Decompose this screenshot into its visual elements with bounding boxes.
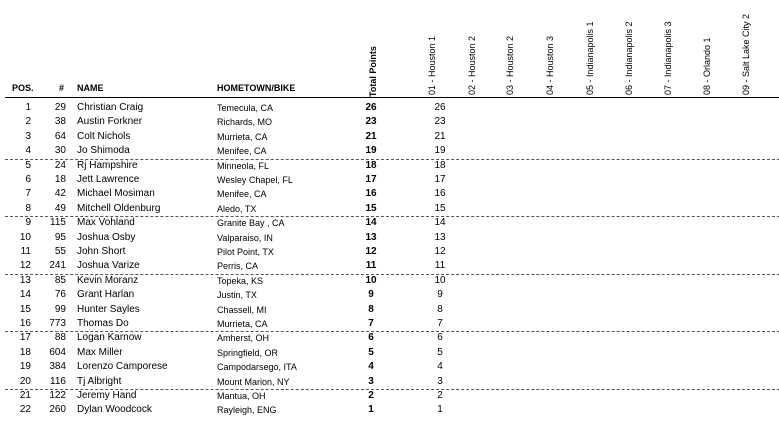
cell-name: Thomas Do [77,318,129,329]
table-row [0,245,779,259]
column-header-round: 05 - Indianapolis 1 [585,21,595,95]
cell-r1: 18 [434,159,446,171]
cell-num: 384 [49,361,66,373]
cell-r1: 11 [434,260,446,272]
cell-num: 64 [54,130,66,142]
cell-total: 2 [368,390,374,401]
cell-r1: 5 [437,346,443,358]
cell-r1: 4 [437,361,443,373]
column-header-number: # [59,83,65,93]
table-row [0,101,779,115]
cell-total: 12 [365,246,377,257]
cell-r1: 8 [437,303,443,315]
column-header-pos: POS. [12,83,34,93]
cell-num: 99 [54,303,66,315]
cell-name: Max Vohland [77,217,135,229]
column-header-round: 07 - Indianapolis 3 [663,21,673,95]
cell-name: Jett Lawrence [77,174,140,185]
cell-hometown: Perris, CA [217,261,259,272]
cell-total: 4 [368,361,374,373]
cell-pos: 3 [25,130,31,142]
cell-total: 13 [365,231,377,243]
cell-r1: 10 [434,274,446,286]
table-row [0,346,779,360]
cell-r1: 15 [434,202,446,214]
cell-r1: 7 [437,318,443,329]
cell-num: 76 [54,289,66,301]
cell-hometown: Granite Bay , CA [217,218,285,229]
cell-num: 29 [54,102,66,113]
cell-total: 1 [368,404,374,416]
table-row [0,231,779,245]
cell-pos: 5 [25,159,31,171]
cell-r1: 1 [437,404,443,416]
cell-r1: 16 [434,188,446,200]
cell-hometown: Campodarsego, ITA [217,362,297,373]
cell-name: Max Miller [77,346,123,358]
column-header-name: NAME [77,83,104,93]
cell-r1: 26 [434,102,446,113]
cell-pos: 9 [25,217,31,229]
cell-num: 55 [54,246,66,257]
cell-num: 604 [49,346,66,358]
cell-num: 95 [54,231,66,243]
cell-name: Austin Forkner [77,116,143,128]
cell-total: 18 [365,159,377,171]
cell-name: Dylan Woodcock [77,404,152,416]
cell-pos: 11 [20,246,31,257]
cell-total: 26 [365,102,377,113]
cell-hometown: Wesley Chapel, FL [217,175,293,185]
table-row [0,159,779,173]
cell-num: 88 [54,332,66,344]
cell-num: 42 [54,188,66,200]
cell-r1: 6 [437,332,443,344]
cell-pos: 18 [19,346,31,358]
cell-name: Logan Karnow [77,332,142,344]
cell-name: Jo Shimoda [77,145,130,157]
cell-total: 11 [365,260,377,272]
cell-pos: 1 [25,102,31,113]
cell-name: Mitchell Oldenburg [77,202,161,214]
cell-pos: 14 [19,289,31,301]
cell-pos: 4 [25,145,31,157]
cell-r1: 19 [434,145,446,157]
cell-num: 773 [49,318,66,329]
table-row [0,187,779,201]
cell-hometown: Menifee, CA [217,189,267,200]
cell-r1: 2 [437,390,443,401]
cell-num: 49 [54,202,66,214]
cell-total: 17 [365,174,377,185]
cell-hometown: Temecula, CA [217,103,274,113]
cell-hometown: Topeka, KS [217,275,264,286]
cell-total: 14 [365,217,377,229]
column-header-round: 01 - Houston 1 [427,35,437,95]
table-row [0,274,779,288]
cell-total: 8 [368,303,374,315]
table-row [0,173,779,187]
table-row [0,317,779,331]
cell-hometown: Minneola, FL [217,160,270,171]
column-header-round: 02 - Houston 2 [467,35,477,95]
cell-pos: 8 [25,202,31,214]
cell-name: Joshua Osby [77,231,136,243]
table-row [0,288,779,302]
cell-hometown: Murrieta, CA [217,319,268,329]
cell-hometown: Valparaiso, IN [217,232,273,243]
cell-hometown: Menifee, CA [217,146,267,157]
cell-r1: 14 [434,217,446,229]
cell-total: 21 [365,130,377,142]
table-row [0,360,779,374]
cell-total: 9 [368,289,374,301]
cell-num: 18 [54,174,66,185]
table-row [0,130,779,144]
cell-total: 6 [368,332,374,344]
cell-pos: 12 [19,260,31,272]
cell-name: Jeremy Hand [77,390,137,401]
cell-name: Grant Harlan [77,289,135,301]
cell-r1: 13 [434,231,446,243]
column-header-round: 04 - Houston 3 [545,35,555,95]
column-header-round: 03 - Houston 2 [505,35,515,95]
cell-num: 30 [54,145,66,157]
cell-name: Colt Nichols [77,130,131,142]
column-header-round: 06 - Indianapolis 2 [624,21,634,95]
cell-pos: 21 [19,390,31,401]
cell-pos: 17 [19,332,31,344]
column-header-total-points: Total Points [368,46,378,97]
cell-pos: 16 [19,318,31,329]
table-row [0,375,779,389]
cell-total: 15 [365,202,377,214]
cell-hometown: Springfield, OR [217,347,279,358]
cell-num: 260 [49,404,66,416]
cell-name: Michael Mosiman [77,188,155,200]
table-row [0,115,779,129]
header-divider [5,97,779,98]
cell-name: John Short [77,246,126,257]
cell-pos: 7 [25,188,31,200]
cell-pos: 6 [25,174,31,185]
table-row [0,144,779,158]
cell-name: Joshua Varize [77,260,140,272]
cell-pos: 20 [19,375,31,387]
cell-num: 241 [49,260,66,272]
cell-name: Hunter Sayles [77,303,140,315]
cell-hometown: Mount Marion, NY [217,376,290,387]
cell-total: 23 [365,116,377,128]
cell-name: Christian Craig [77,102,144,113]
cell-hometown: Aledo, TX [217,203,257,214]
cell-num: 24 [54,159,66,171]
cell-name: Kevin Moranz [77,274,139,286]
cell-num: 122 [49,390,66,401]
cell-total: 10 [365,274,377,286]
cell-hometown: Rayleigh, ENG [217,405,277,416]
cell-num: 116 [50,375,66,387]
cell-pos: 2 [25,116,31,128]
cell-num: 38 [54,116,66,128]
cell-hometown: Murrieta, CA [217,131,268,142]
cell-total: 16 [365,188,377,200]
table-row [0,303,779,317]
table-row [0,202,779,216]
cell-name: Lorenzo Camporese [77,361,168,373]
cell-pos: 19 [19,361,31,373]
cell-hometown: Amherst, OH [217,333,270,344]
cell-name: Rj Hampshire [77,159,138,171]
cell-num: 85 [54,274,66,286]
cell-r1: 17 [434,174,446,185]
table-row [0,403,779,417]
cell-hometown: Chassell, MI [217,304,267,315]
cell-pos: 15 [19,303,31,315]
table-row [0,259,779,273]
cell-total: 7 [368,318,374,329]
cell-hometown: Pilot Point, TX [217,247,274,257]
cell-r1: 12 [434,246,446,257]
cell-pos: 22 [19,404,31,416]
cell-total: 5 [368,346,374,358]
cell-r1: 3 [437,375,443,387]
cell-hometown: Richards, MO [217,117,273,128]
column-header-round: 08 - Orlando 1 [702,37,712,95]
table-row [0,216,779,230]
cell-total: 19 [365,145,377,157]
table-row [0,331,779,345]
cell-hometown: Justin, TX [217,290,257,301]
cell-r1: 9 [437,289,443,301]
cell-pos: 10 [19,231,31,243]
cell-r1: 23 [434,116,446,128]
cell-total: 3 [368,375,374,387]
cell-hometown: Mantua, OH [217,391,266,401]
cell-r1: 21 [434,130,446,142]
cell-name: Tj Albright [77,375,122,387]
table-row [0,389,779,403]
column-header-hometown: HOMETOWN/BIKE [217,83,296,93]
cell-pos: 13 [19,274,31,286]
column-header-round: 09 - Salt Lake City 2 [741,13,751,95]
cell-num: 115 [50,217,66,229]
